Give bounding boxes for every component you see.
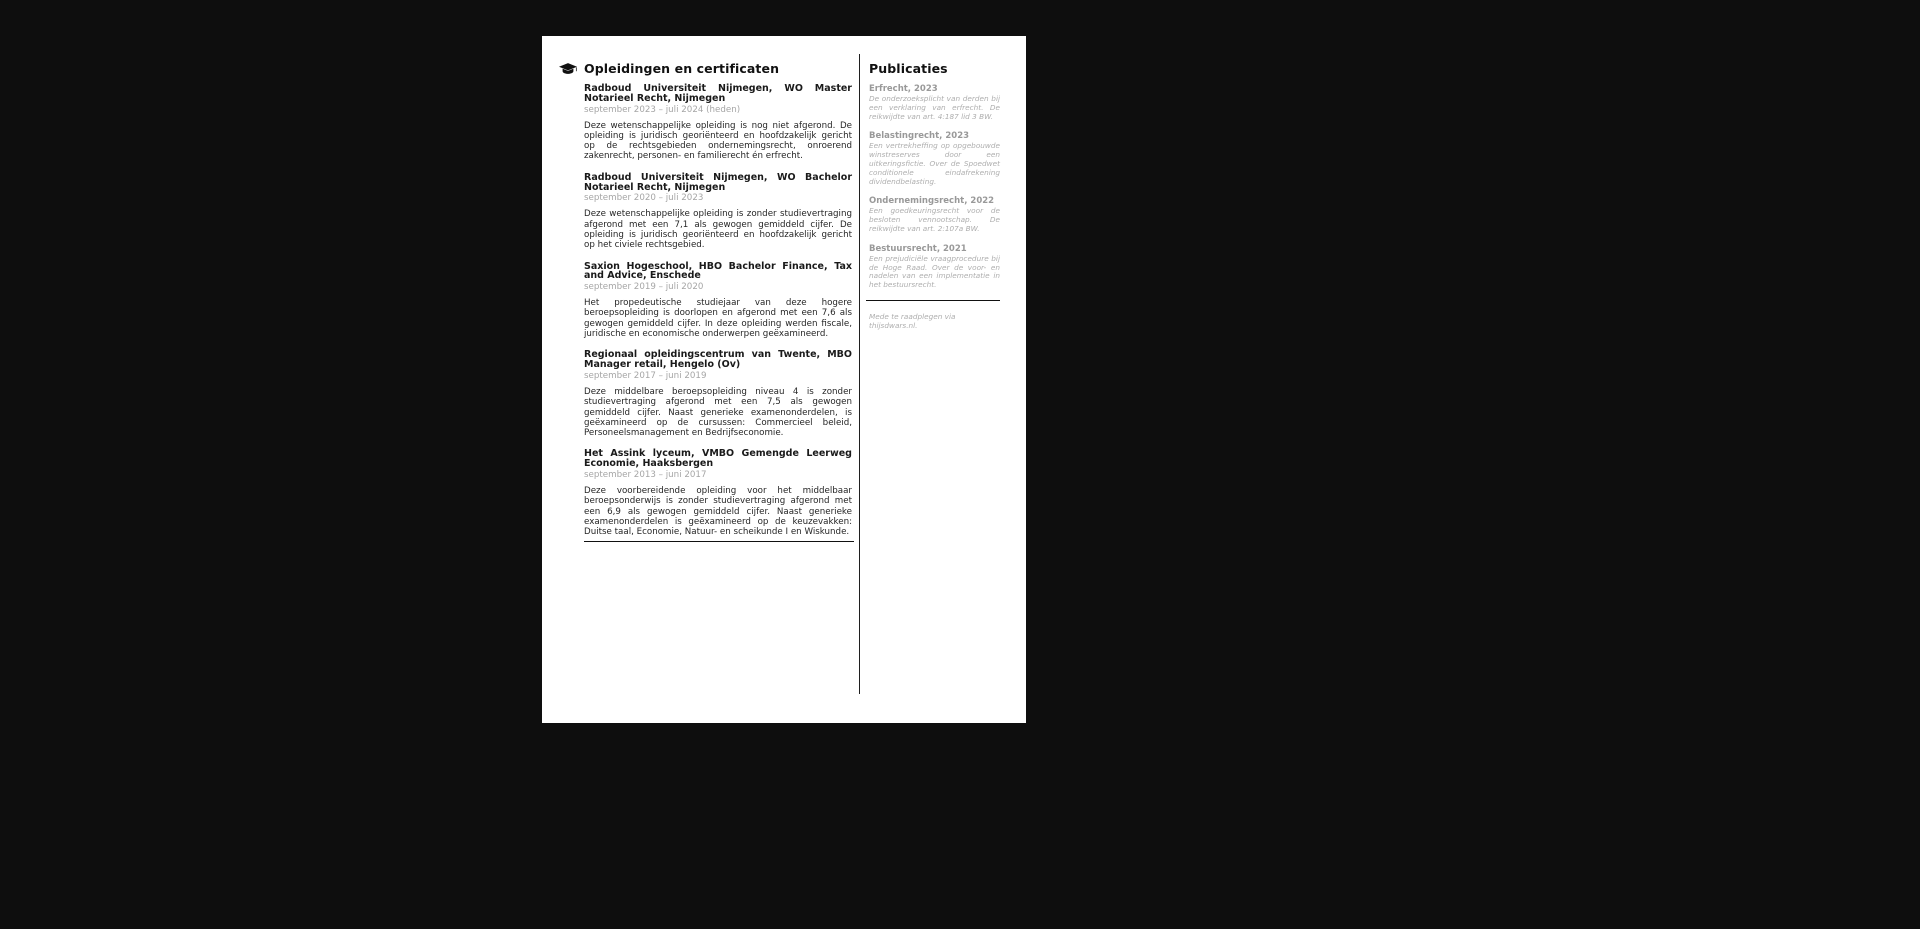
education-section-title: Opleidingen en certificaten <box>584 61 780 76</box>
publication-entry <box>869 244 1000 290</box>
publication-entry <box>869 196 1000 233</box>
entry-period: september 2020 – juli 2023 <box>584 193 704 204</box>
entry-period: september 2019 – juli 2020 <box>584 282 704 293</box>
entry-description: Deze voorbereidende opleiding voor het middelbaar beroepsonderwijs is zonder studievertraging afgerond met een 6,9 als gewogen gemiddeld cijfer. Naast generieke examenonderdelen is geëxamineerd op de keuzevakken: Duitse taal, Economie, Natuur- en scheikunde I en Wiskunde. <box>584 486 852 538</box>
publications-section-title: Publicaties <box>869 61 948 76</box>
entry-heading: Regionaal opleidingscentrum van Twente, MBO Manager retail, Hengelo (Ov) <box>584 349 852 371</box>
education-entry <box>584 84 852 162</box>
publications-bottom-rule <box>866 300 1000 301</box>
graduation-cap-icon <box>559 63 577 76</box>
entry-period: september 2013 – juni 2017 <box>584 470 707 481</box>
education-section-header <box>584 62 852 76</box>
entry-description: Het propedeutische studiejaar van deze hogere beroepsopleiding is doorlopen en afgerond met een 7,6 als gewogen gemiddeld cijfer. In deze opleiding werden fiscale, juridische en economische onderwerpen geëxamineerd. <box>584 298 852 340</box>
entry-heading: Het Assink lyceum, VMBO Gemengde Leerweg Economie, Haaksbergen <box>584 448 852 470</box>
publications-section-header <box>869 62 1000 76</box>
entry-heading: Saxion Hogeschool, HBO Bachelor Finance, Tax and Advice, Enschede <box>584 260 852 282</box>
entry-heading: Radboud Universiteit Nijmegen, WO Master Notarieel Recht, Nijmegen <box>584 83 852 104</box>
publication-description: De onderzoeksplicht van derden bij een verklaring van erfrecht. De reikwijdte van art. 4:187 lid 3 BW. <box>869 94 1000 121</box>
entry-description: Deze wetenschappelijke opleiding is nog niet afgerond. De opleiding is juridisch georiënteerd en hoofdzakelijk gericht op de rechtsgebieden ondernemingsrecht, onroerend zakenrecht, personen- en familierecht én erfrecht. <box>584 120 852 162</box>
publication-entry <box>869 84 1000 121</box>
publication-title: Ondernemingsrecht, 2022 <box>869 196 995 207</box>
education-entry <box>584 449 852 537</box>
publication-description: Een prejudiciële vraagprocedure bij de Hoge Raad. Over de voor- en nadelen van een implementatie in het bestuursrecht. <box>869 253 1000 290</box>
publication-title: Belastingrecht, 2023 <box>869 131 970 142</box>
education-entry <box>584 262 852 340</box>
entry-period: september 2017 – juni 2019 <box>584 370 707 381</box>
entry-description: Deze wetenschappelijke opleiding is zonder studievertraging afgerond met een 7,1 als gewogen gemiddeld cijfer. De opleiding is juridisch georiënteerd en hoofdzakelijk gericht op het civiele rechtsgebied. <box>584 209 852 251</box>
entry-heading: Radboud Universiteit Nijmegen, WO Bachelor Notarieel Recht, Nijmegen <box>584 171 852 193</box>
entry-period: september 2023 – juli 2024 (heden) <box>584 104 741 115</box>
publication-entry <box>869 131 1000 186</box>
education-entry <box>584 350 852 438</box>
education-section <box>584 62 852 542</box>
document-page <box>542 36 1026 723</box>
education-bottom-rule <box>584 541 854 542</box>
publications-footnote: Mede te raadplegen via thijsdwars.nl. <box>869 311 956 330</box>
publication-title: Erfrecht, 2023 <box>869 84 938 94</box>
publication-description: Een goedkeuringsrecht voor de besloten vennootschap. De reikwijdte van art. 2:107a BW. <box>869 206 1000 233</box>
column-divider <box>859 54 860 694</box>
publications-section <box>869 62 1000 331</box>
education-entry <box>584 173 852 251</box>
publication-description: Een vertrekheffing op opgebouwde winstreserves door een uitkeringsfictie. Over de Spoedwet conditionele eindafrekening dividendbelasting. <box>869 141 1000 186</box>
publication-title: Bestuursrecht, 2021 <box>869 243 967 254</box>
entry-description: Deze middelbare beroepsopleiding niveau 4 is zonder studievertraging afgerond met een 7,5 als gewogen gemiddeld cijfer. Naast generieke examenonderdelen, is geëxamineerd op de cursussen: Commercieel beleid, Personeelsmanagement en Bedrijfseconomie. <box>584 386 852 439</box>
